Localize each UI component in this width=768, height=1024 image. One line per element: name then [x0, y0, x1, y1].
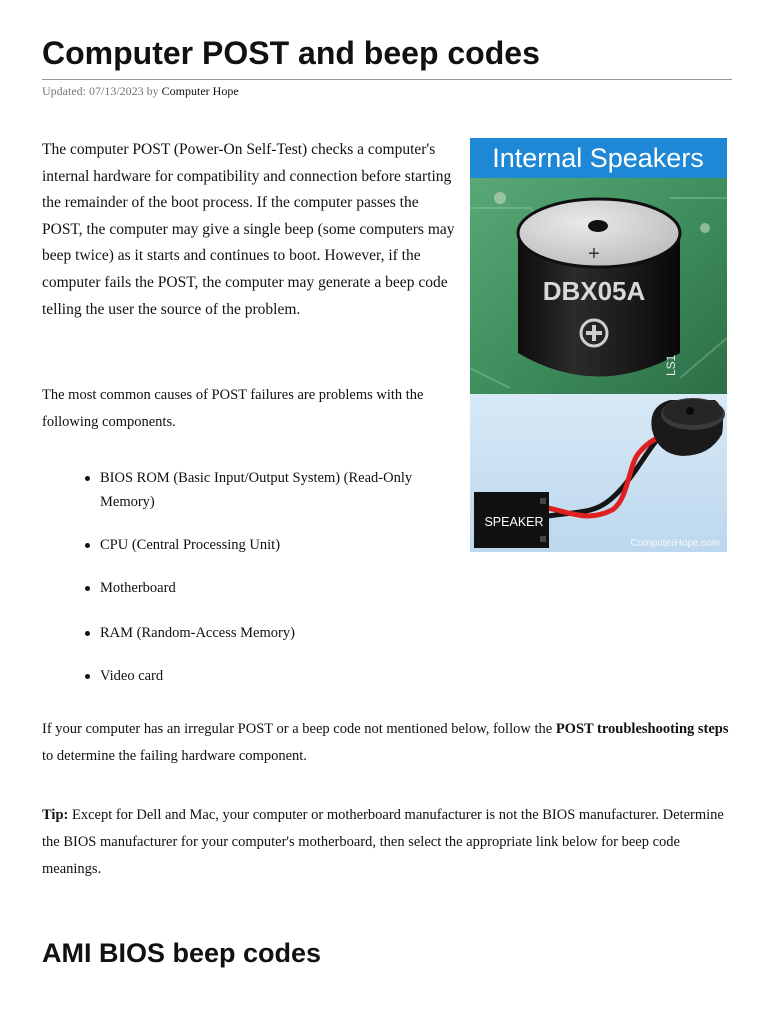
list-item: Motherboard: [100, 576, 450, 600]
board-silkscreen-label: LS1: [664, 354, 678, 376]
list-item: RAM (Random-Access Memory): [100, 621, 450, 645]
page-title: Computer POST and beep codes: [42, 35, 540, 71]
tip-paragraph: [42, 802, 732, 883]
irregular-post-paragraph: [42, 716, 732, 770]
section-heading-ami: AMI BIOS beep codes: [42, 938, 322, 968]
causes-paragraph: The most common causes of POST failures are problems with the following components.: [42, 387, 424, 430]
watermark-text: ComputerHope.com: [630, 538, 720, 549]
updated-label: Updated:: [42, 84, 86, 98]
speaker-connector: [474, 492, 549, 548]
author-link[interactable]: Computer Hope: [161, 84, 239, 98]
banner-title: Internal Speakers: [492, 143, 704, 173]
irregular-text-before: If your computer has an irregular POST or a beep code not mentioned below, follow the: [42, 721, 556, 737]
tip-label: Tip:: [42, 807, 69, 823]
by-label: by: [146, 84, 159, 98]
irregular-text-after: to determine the failing hardware component.: [42, 748, 307, 764]
tip-text: Except for Dell and Mac, your computer or motherboard manufacturer is not the BIOS manufacturer. Determine the BIOS manufacturer for your computer's motherboard, then select the appropriate link below for beep code meanings.: [42, 807, 724, 877]
buzzer-model-label: DBX05A: [542, 276, 646, 306]
post-troubleshooting-link[interactable]: POST troubleshooting steps: [555, 721, 729, 737]
updated-date: 07/13/2023: [89, 84, 144, 98]
title-divider: [42, 79, 732, 80]
list-item: Video card: [100, 664, 450, 688]
connector-label: SPEAKER: [484, 515, 544, 529]
buzzer-component: [518, 199, 680, 377]
list-item: CPU (Central Processing Unit): [100, 533, 450, 557]
intro-paragraph: The computer POST (Power-On Self-Test) checks a computer's internal hardware for compatibility and connection before starting the remainder of the boot process. If the computer passes the POST, the computer may give a single beep (some computers may beep twice) as it starts and continues to boot. However, if the computer fails the POST, the computer may generate a beep code telling the user the source of the problem.: [42, 141, 455, 318]
internal-speakers-image: [470, 138, 727, 552]
buzzer-plus-top: +: [588, 243, 600, 265]
list-item: BIOS ROM (Basic Input/Output System) (Read-Only Memory): [100, 466, 450, 514]
article-meta: [42, 83, 239, 99]
